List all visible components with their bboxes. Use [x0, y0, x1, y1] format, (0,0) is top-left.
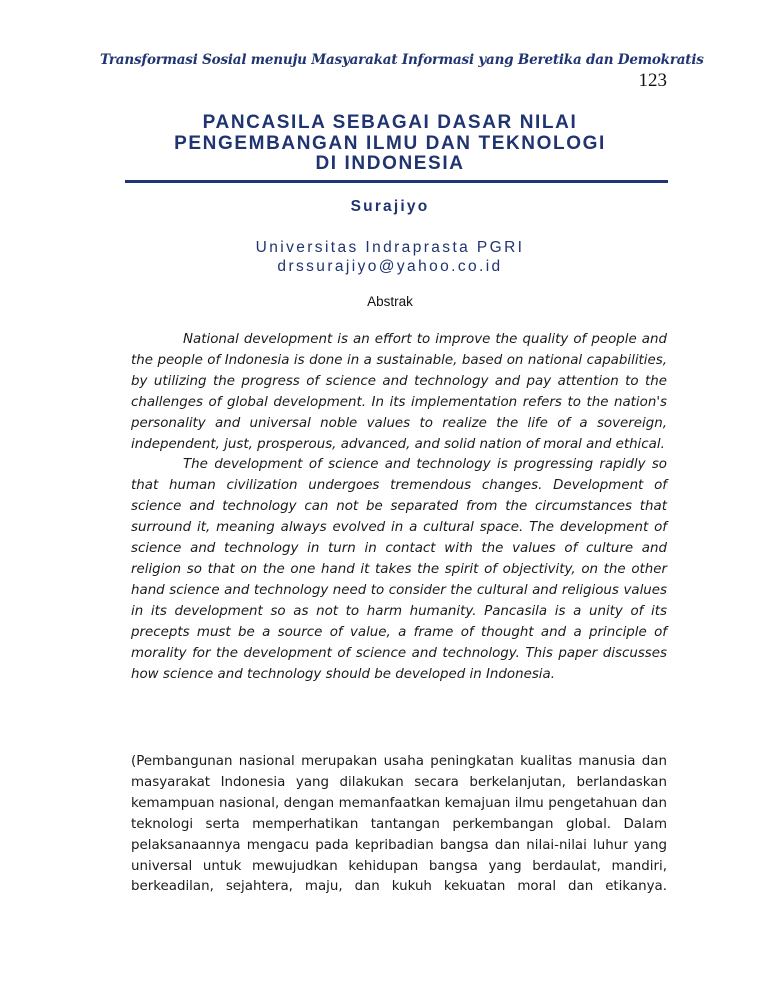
abstract-heading: Abstrak: [367, 294, 413, 309]
abstract-english: [131, 330, 667, 685]
page-number: 123: [638, 70, 667, 91]
title-divider: [125, 180, 668, 183]
author-name: Surajiyo: [350, 198, 430, 215]
title-line: PENGEMBANGAN ILMU DAN TEKNOLOGI: [174, 132, 606, 154]
abstract-paragraph: National development is an effort to improve the quality of people and the people of Indonesia is done in a sustainable, based on national capabilities, by utilizing the progress of science and technology and pay attention to the challenges of global development. In its implementation refers to the nation's personality and universal noble values to realize the life of a sovereign, independent, just, prosperous, advanced, and solid nation of moral and ethical.: [131, 332, 667, 452]
paper-title: [110, 113, 670, 175]
abstract-paragraph: The development of science and technology is progressing rapidly so that human civilization undergoes tremendous changes. Development of science and technology can not be separated from the circumstances that surround it, meaning always evolved in a cultural space. The development of science and technology in turn in contact with the values of culture and religion so that on the one hand it takes the spirit of objectivity, on the other hand science and technology need to consider the cultural and religious values in its development so as not to harm humanity. Pancasila is a unity of its precepts must be a source of value, a frame of thought and a principle of morality for the development of science and technology. This paper discusses how science and technology should be developed in Indonesia.: [131, 457, 667, 682]
title-line: DI INDONESIA: [315, 153, 465, 174]
title-line: PANCASILA SEBAGAI DASAR NILAI: [202, 112, 578, 133]
abstract-indonesian-paragraph: (Pembangunan nasional merupakan usaha peningkatan kualitas manusia dan masyarakat Indonesia yang dilakukan secara berkelanjutan, berlandaskan kemampuan nasional, dengan memanfaatkan kemajuan ilmu pengetahuan dan teknologi serta memperhatikan tantangan perkembangan global. Dalam pelaksanaannya mengacu pada kepribadian bangsa dan nilai-nilai luhur yang universal untuk mewujudkan kehidupan bangsa yang berdaulat, mandiri, berkeadilan, sejahtera, maju, dan kukuh kekuatan moral dan etikanya.: [131, 754, 667, 895]
affiliation: Universitas Indraprasta PGRI: [255, 239, 525, 256]
author-affiliation-block: [110, 238, 670, 276]
running-head: Transformasi Sosial menuju Masyarakat Informasi yang Beretika dan Demokratis: [100, 52, 704, 68]
author-email: drssurajiyo@yahoo.co.id: [277, 258, 503, 275]
abstract-indonesian: [131, 752, 667, 898]
